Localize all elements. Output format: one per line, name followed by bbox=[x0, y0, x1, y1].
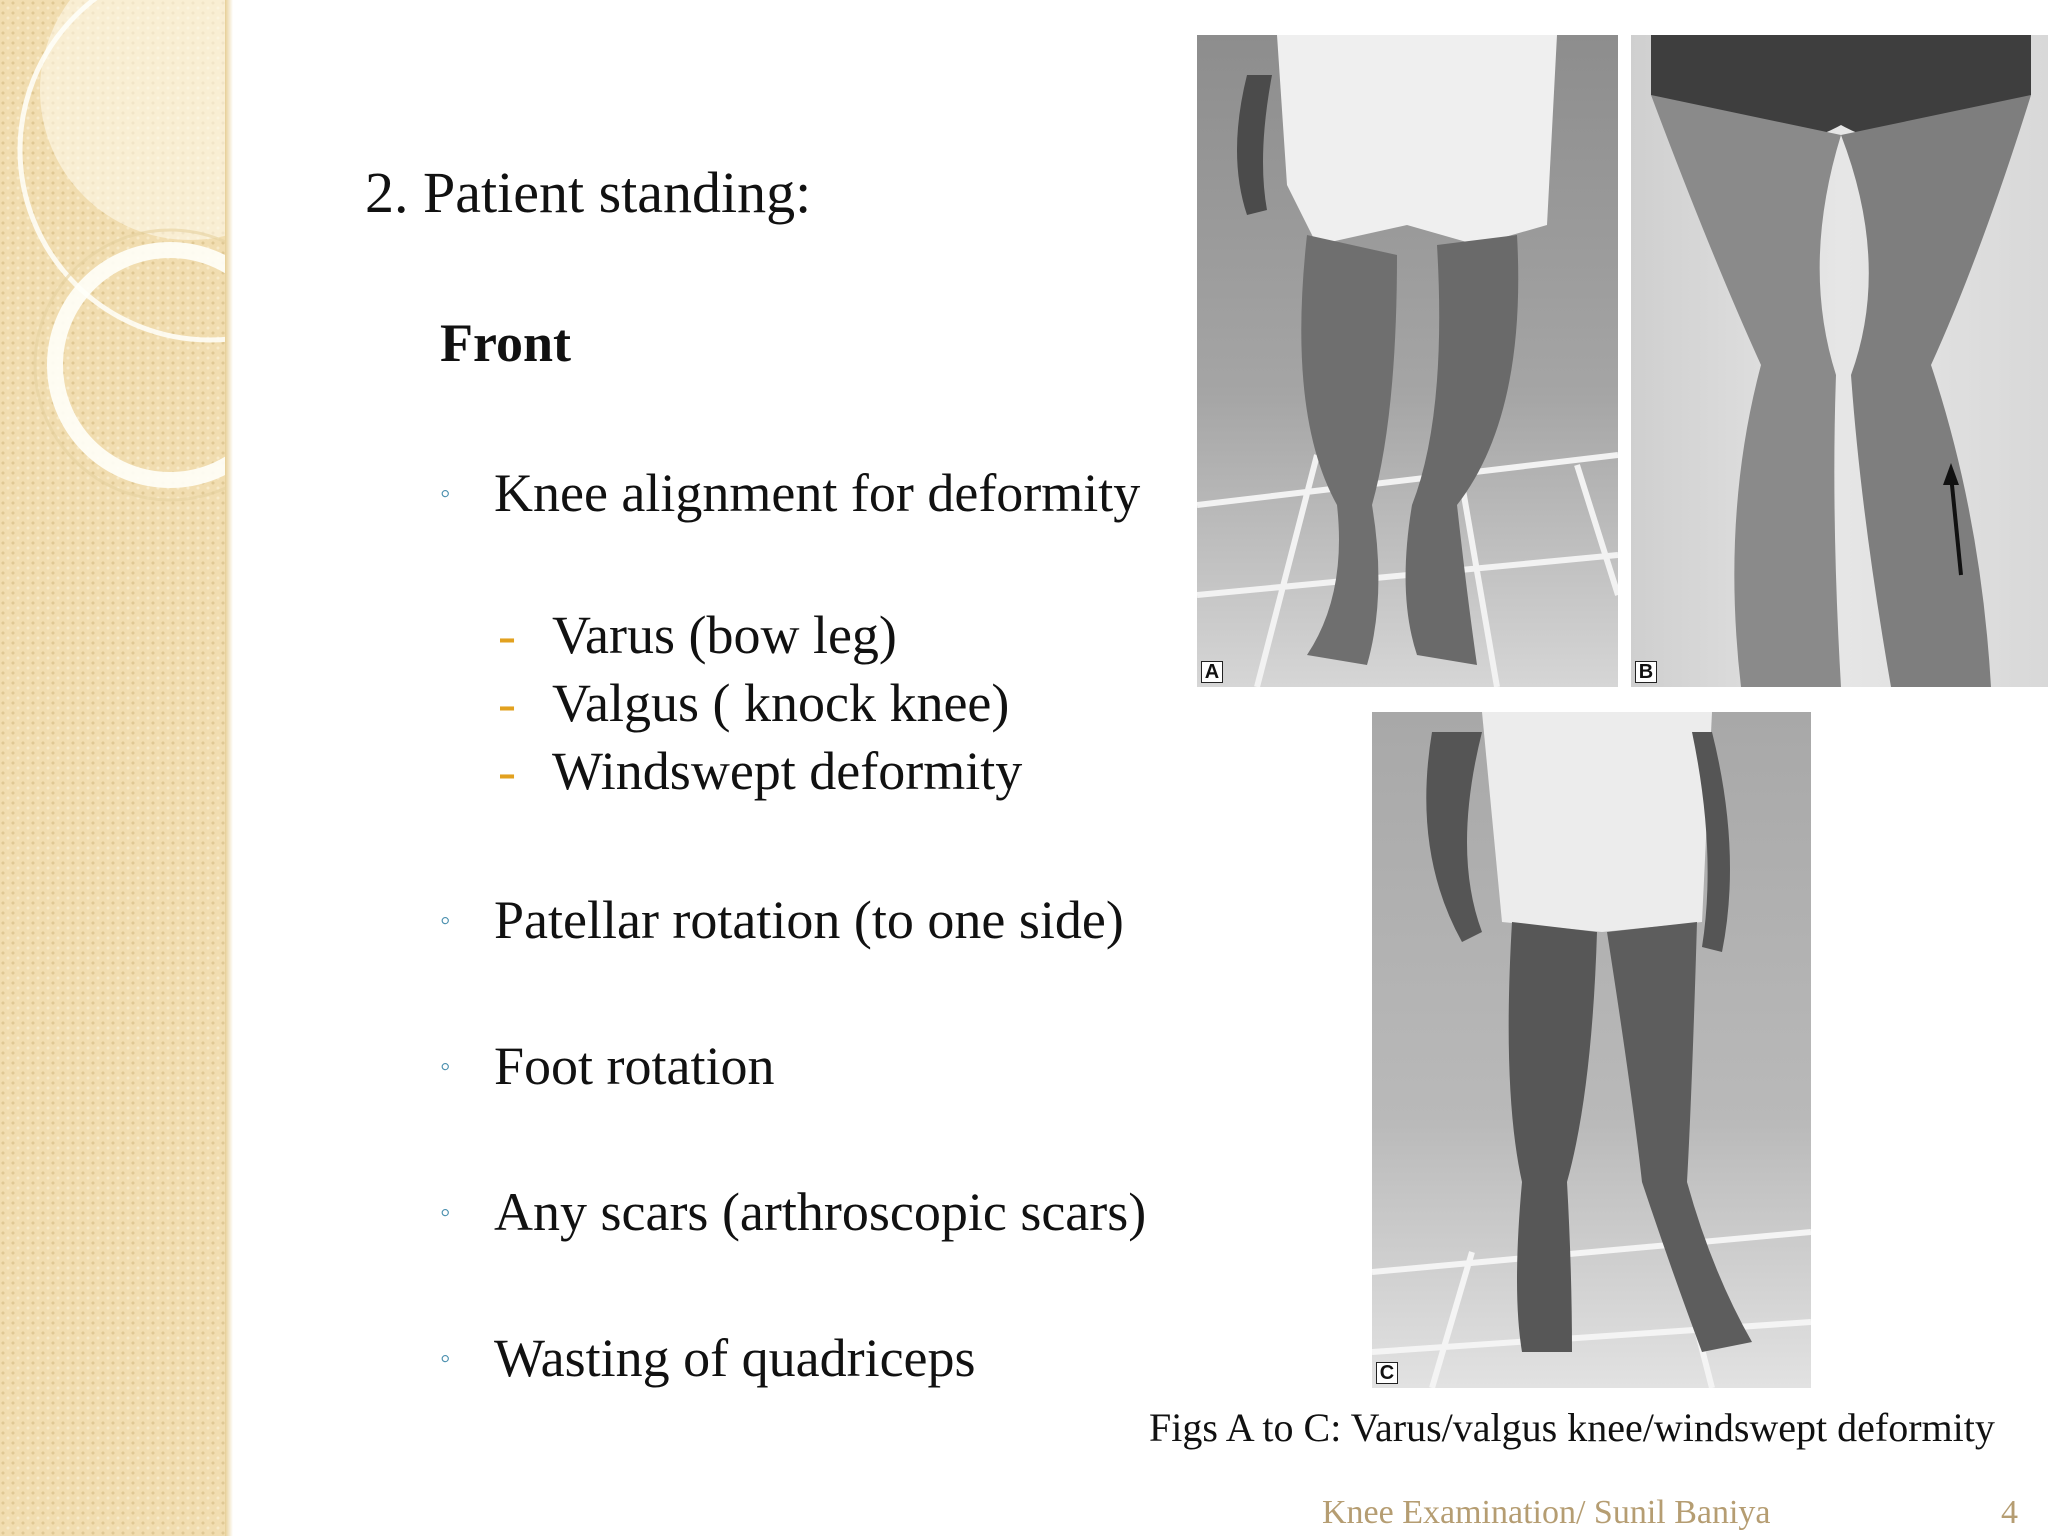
photo-a-varus bbox=[1197, 35, 1618, 687]
footer-text: Knee Examination/ Sunil Baniya bbox=[1322, 1494, 1771, 1531]
side-band-edge bbox=[225, 0, 233, 1536]
sub-item-text: Valgus ( knock knee) bbox=[552, 673, 1010, 733]
varus-legs-photo-icon bbox=[1197, 35, 1618, 687]
decorative-rings bbox=[0, 0, 231, 1536]
photo-label: C bbox=[1376, 1362, 1398, 1384]
bullet-item bbox=[440, 461, 1140, 526]
circle-bullet-icon: ◦ bbox=[440, 1196, 451, 1229]
circle-bullet-icon: ◦ bbox=[440, 477, 451, 510]
dash-bullet-icon: - bbox=[498, 741, 516, 801]
bullet-text: Knee alignment for deformity bbox=[494, 463, 1141, 523]
dash-bullet-icon: - bbox=[498, 605, 516, 665]
bullet-item bbox=[440, 1326, 976, 1391]
bullet-item bbox=[440, 1180, 1146, 1245]
sub-item bbox=[498, 603, 897, 667]
bullet-item bbox=[440, 888, 1124, 953]
page-number: 4 bbox=[2001, 1494, 2018, 1531]
photo-c-windswept bbox=[1372, 712, 1811, 1388]
bullet-text: Patellar rotation (to one side) bbox=[494, 890, 1124, 950]
circle-bullet-icon: ◦ bbox=[440, 1050, 451, 1083]
dash-bullet-icon: - bbox=[498, 673, 516, 733]
windswept-legs-photo-icon bbox=[1372, 712, 1811, 1388]
sub-item-text: Varus (bow leg) bbox=[552, 605, 897, 665]
section-heading-front: Front bbox=[440, 313, 571, 373]
photo-b-valgus bbox=[1631, 35, 2048, 687]
decorative-side-band bbox=[0, 0, 231, 1536]
bullet-text: Wasting of quadriceps bbox=[494, 1328, 976, 1388]
sub-item-text: Windswept deformity bbox=[552, 741, 1023, 801]
valgus-legs-photo-icon bbox=[1631, 35, 2048, 687]
bullet-item bbox=[440, 1034, 775, 1099]
bullet-text: Any scars (arthroscopic scars) bbox=[494, 1182, 1147, 1242]
circle-bullet-icon: ◦ bbox=[440, 1342, 451, 1375]
bullet-text: Foot rotation bbox=[494, 1036, 775, 1096]
figure-caption: Figs A to C: Varus/valgus knee/windswept deformity bbox=[1149, 1405, 1995, 1450]
slide-title: 2. Patient standing: bbox=[365, 160, 812, 225]
photo-label: B bbox=[1635, 661, 1657, 683]
sub-item bbox=[498, 671, 1009, 735]
photo-label: A bbox=[1201, 661, 1223, 683]
sub-item bbox=[498, 739, 1022, 803]
circle-bullet-icon: ◦ bbox=[440, 904, 451, 937]
